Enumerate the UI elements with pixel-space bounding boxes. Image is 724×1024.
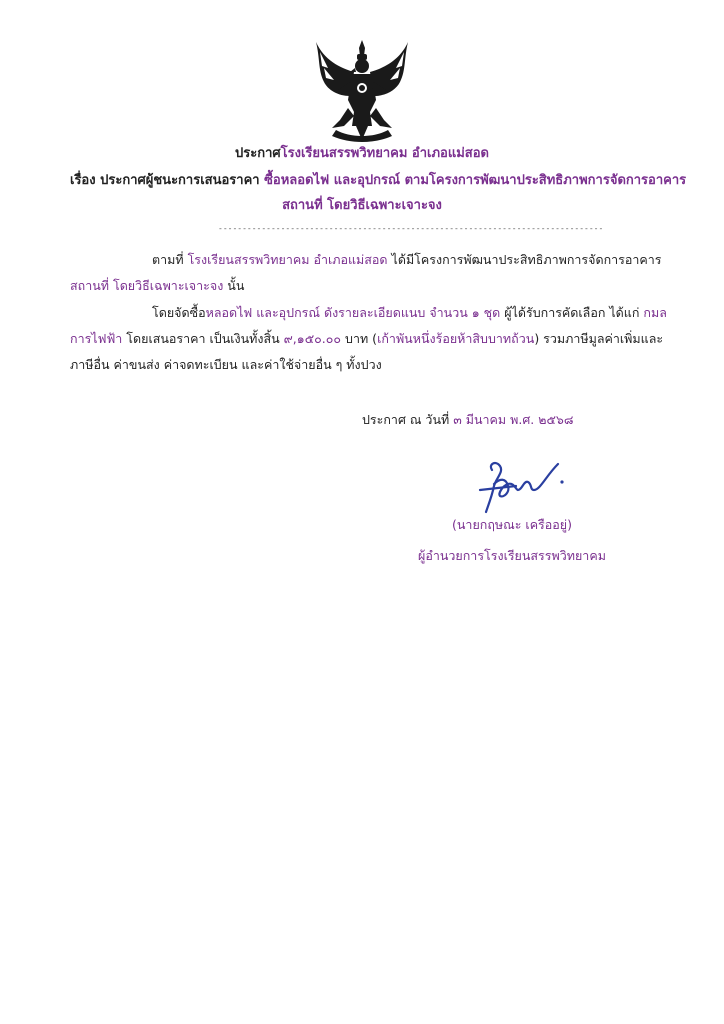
- paragraph-2-line-3: ภาษีอื่น ค่าขนส่ง ค่าจดทะเบียน และค่าใช้จ่ายอื่น ๆ ทั้งปวง: [70, 357, 382, 372]
- p2-text-e: ) รวมภาษีมูลค่าเพิ่มและ: [534, 331, 664, 346]
- handwritten-signature: [470, 456, 570, 516]
- paragraph-1-line-1: [152, 252, 662, 268]
- announcement-subject: [70, 173, 687, 189]
- p1-organization: โรงเรียนสรรพวิทยาคม อำเภอแม่สอด: [187, 252, 388, 267]
- subject-label: เรื่อง ประกาศผู้ชนะการเสนอราคา: [70, 173, 260, 188]
- p2-text-c: โดยเสนอราคา เป็นเงินทั้งสิ้น: [122, 331, 284, 346]
- p1-text-b: ได้มีโครงการพัฒนาประสิทธิภาพการจัดการอาคาร: [387, 252, 662, 267]
- p1-end: นั้น: [223, 278, 245, 293]
- p2-text-a: โดยจัดซื้อ: [152, 305, 206, 320]
- p2-amount: ๙,๑๕๐.๐๐: [283, 331, 342, 346]
- paragraph-2-line-2: [70, 331, 663, 347]
- title-organization: โรงเรียนสรรพวิทยาคม อำเภอแม่สอด: [280, 146, 489, 161]
- p2-vendor-part2: การไฟฟ้า: [70, 331, 123, 346]
- title-prefix: ประกาศ: [235, 146, 281, 161]
- announcement-title: [0, 146, 724, 162]
- p2-vendor-part1: กมล: [643, 305, 667, 320]
- subject-item: ซื้อหลอดไฟ และอุปกรณ์ ตามโครงการพัฒนาประสิทธิภาพการจัดการอาคาร: [264, 173, 687, 188]
- p2-text-b: ผู้ได้รับการคัดเลือก ได้แก่: [500, 305, 644, 320]
- p2-item: หลอดไฟ และอุปกรณ์ ดังรายละเอียดแนบ จำนวน ๑ ชุด: [205, 305, 501, 320]
- p1-text-a: ตามที่: [152, 252, 188, 267]
- divider-line: --------------------------------------------------------------------------------: [218, 224, 604, 233]
- p2-amount-words: เก้าพันหนึ่งร้อยห้าสิบบาทถ้วน: [377, 331, 535, 346]
- date-label: ประกาศ ณ วันที่: [362, 412, 454, 427]
- announcement-date: ๓ มีนาคม พ.ศ. ๒๕๖๘: [453, 412, 574, 427]
- garuda-emblem-icon: [310, 38, 414, 144]
- signatory-position: ผู้อำนวยการโรงเรียนสรรพวิทยาคม: [418, 548, 606, 563]
- announcement-date-line: [362, 412, 574, 428]
- p1-line2: สถานที่ โดยวิธีเฉพาะเจาะจง: [70, 278, 224, 293]
- p2-text-d: บาท (: [341, 331, 378, 346]
- signatory-name: (นายกฤษณะ เครืออยู่): [452, 517, 572, 532]
- paragraph-2-line-1: [152, 305, 667, 321]
- subject-line-2: สถานที่ โดยวิธีเฉพาะเจาะจง: [282, 198, 442, 213]
- paragraph-1-line-2: [70, 278, 244, 294]
